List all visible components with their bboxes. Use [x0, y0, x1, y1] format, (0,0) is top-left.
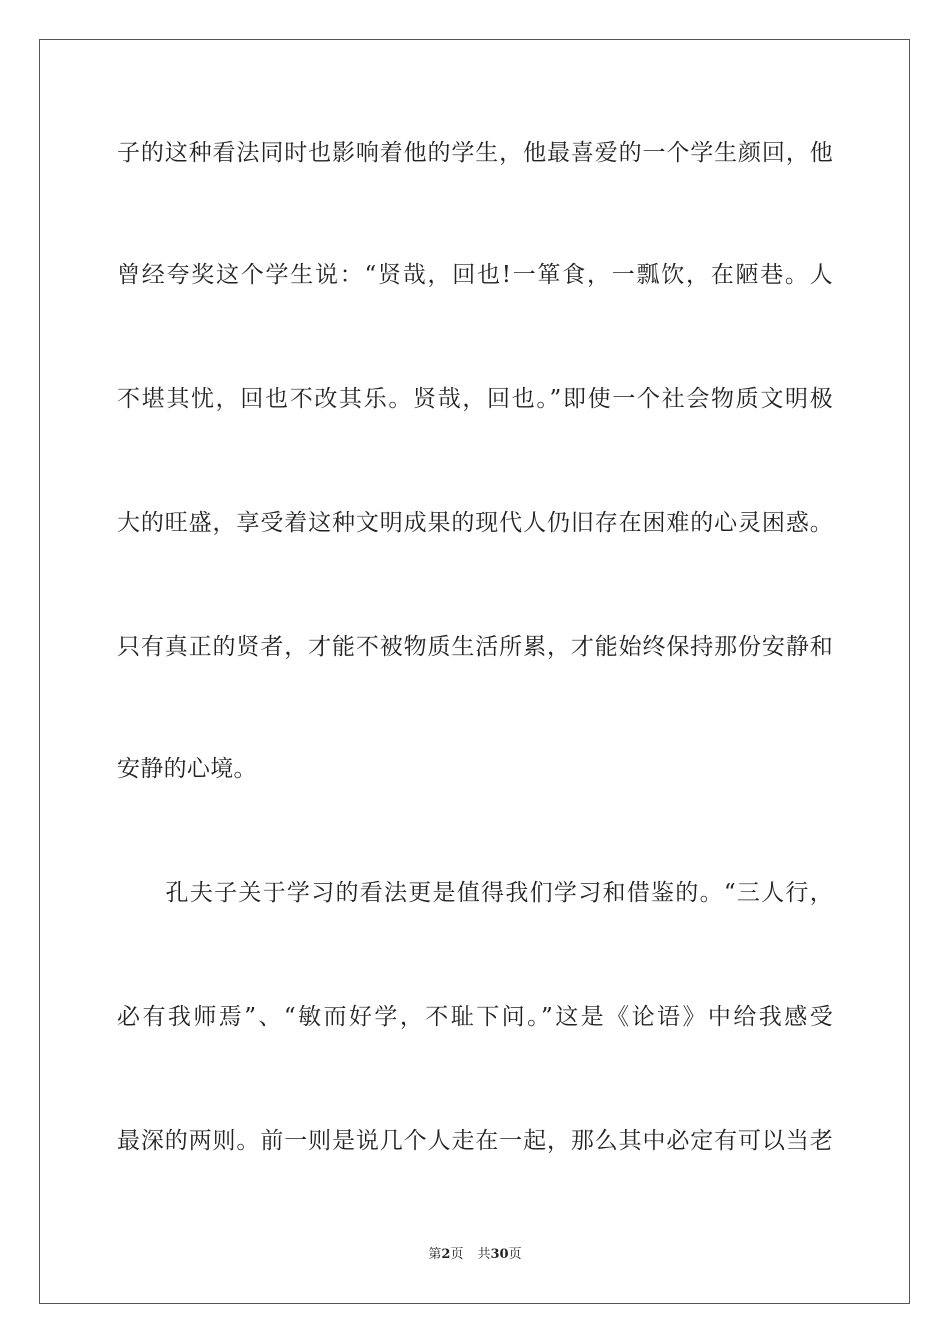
text-line-9: 最深的两则。前一则是说几个人走在一起，那么其中必定有可以当老 [117, 1128, 833, 1154]
text-line-3: 不堪其忧，回也不改其乐。贤哉，回也。”即使一个社会物质文明极 [117, 386, 833, 412]
text-line-4: 大的旺盛，享受着这种文明成果的现代人仍旧存在困难的心灵困惑。 [117, 510, 833, 536]
page-suffix: 页 [450, 1247, 464, 1262]
page-number: 2 [441, 1247, 451, 1262]
page-frame [39, 39, 910, 1304]
text-line-5: 只有真正的贤者，才能不被物质生活所累，才能始终保持那份安静和 [117, 634, 833, 660]
page-prefix: 第 [428, 1247, 442, 1262]
text-line-1: 子的这种看法同时也影响着他的学生，他最喜爱的一个学生颜回，他 [117, 140, 833, 166]
total-prefix: 共 [477, 1247, 491, 1262]
text-line-8: 必有我师焉”、“敏而好学，不耻下问。”这是《论语》中给我感受 [117, 1004, 833, 1030]
total-suffix: 页 [508, 1247, 522, 1262]
total-pages: 30 [490, 1247, 509, 1262]
text-line-2: 曾经夸奖这个学生说：“贤哉，回也!一箪食，一瓢饮，在陋巷。人 [117, 262, 833, 288]
page-footer [0, 1246, 950, 1264]
text-line-6: 安静的心境。 [117, 756, 257, 782]
text-line-7: 孔夫子关于学习的看法更是值得我们学习和借鉴的。“三人行， [117, 880, 833, 906]
